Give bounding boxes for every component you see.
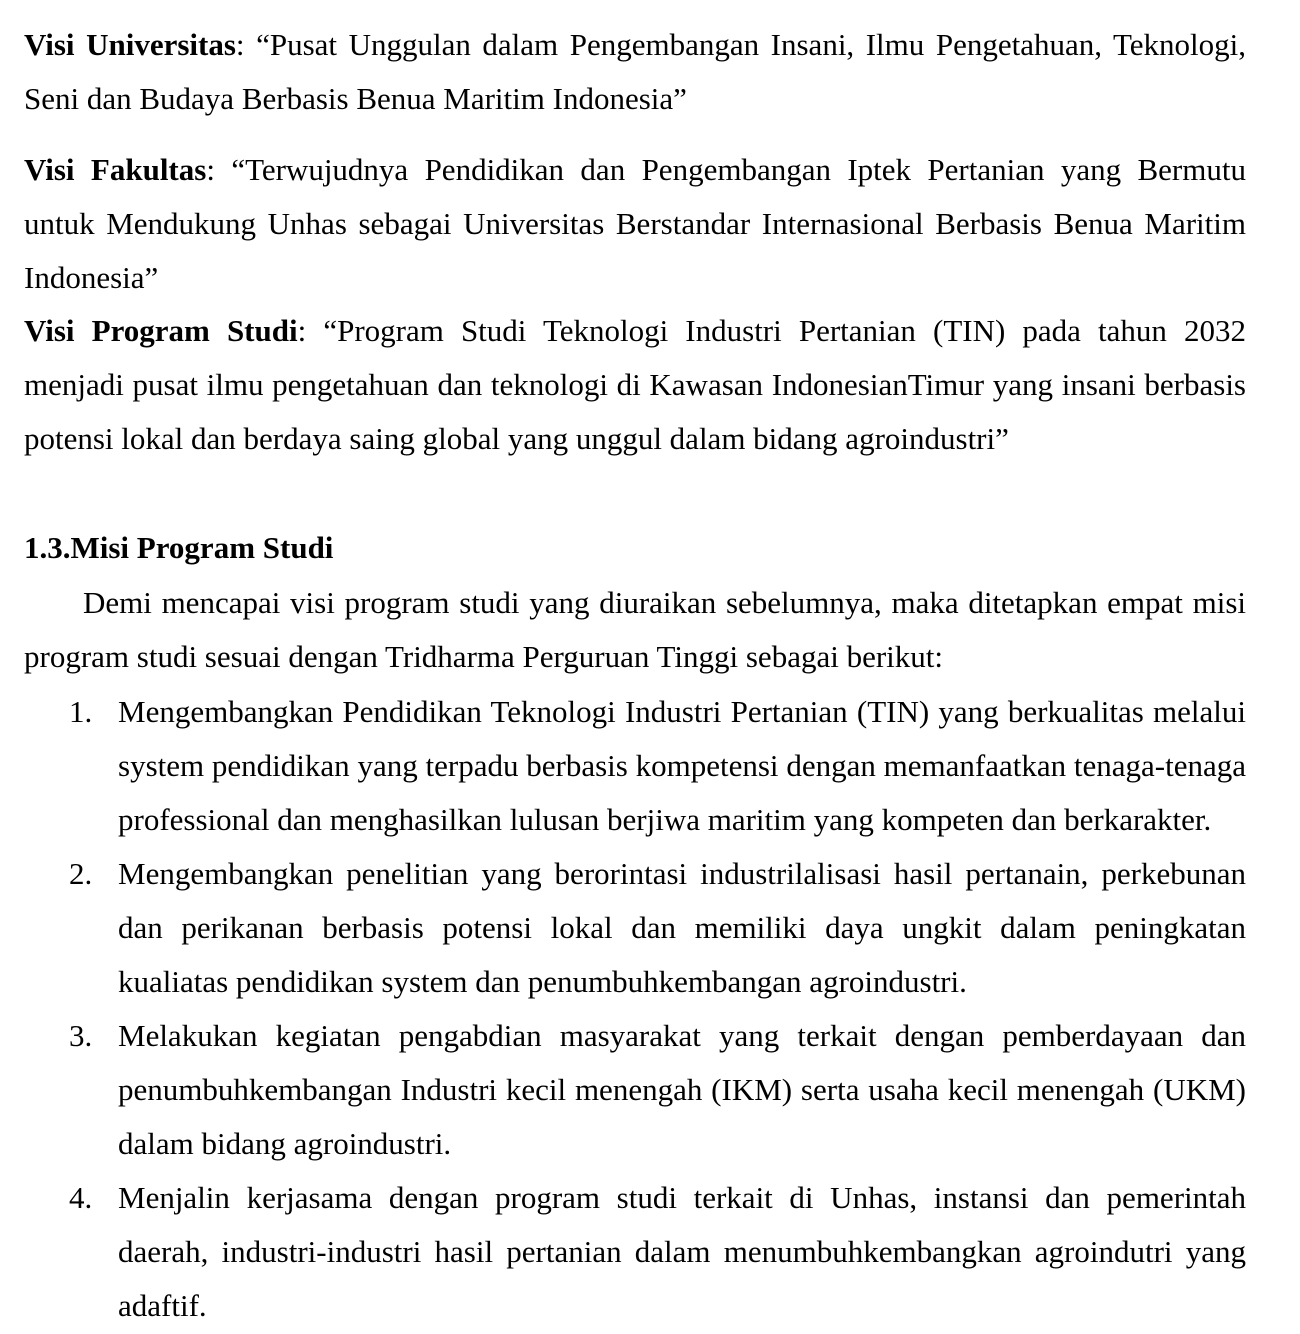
- visi-universitas-text: : “Pusat Unggulan dalam Pengembangan Insani, Ilmu Pengetahuan, Teknologi, Seni dan Budaya Berbasis Benua Maritim Indonesia”: [24, 27, 1246, 116]
- visi-universitas-paragraph: [24, 18, 1246, 126]
- misi-item-text: Menjalin kerjasama dengan program studi terkait di Unhas, instansi dan pemerintah daerah, industri-industri hasil pertanian dalam menumbuhkembangkan agroindutri yang adaftif.: [118, 1180, 1246, 1323]
- misi-list-item: [0, 847, 1300, 1009]
- misi-list-item: [0, 685, 1300, 847]
- misi-list: [0, 685, 1300, 1333]
- misi-item-text: Melakukan kegiatan pengabdian masyarakat yang terkait dengan pemberdayaan dan penumbuhkembangan Industri kecil menengah (IKM) serta usaha kecil menengah (UKM) dalam bidang agroindustri.: [118, 1018, 1246, 1161]
- misi-item-number: 2.: [69, 856, 93, 891]
- misi-item-number: 4.: [69, 1180, 93, 1215]
- visi-universitas-label: Visi Universitas: [24, 27, 236, 62]
- visi-prodi-paragraph: [24, 304, 1246, 466]
- misi-list-item: [0, 1009, 1300, 1171]
- misi-list-item: [0, 1171, 1300, 1333]
- misi-item-number: 3.: [69, 1018, 93, 1053]
- visi-prodi-text: : “Program Studi Teknologi Industri Pertanian (TIN) pada tahun 2032 menjadi pusat ilmu pengetahuan dan teknologi di Kawasan IndonesianTimur yang insani berbasis potensi lokal dan berdaya saing global yang unggul dalam bidang agroindustri”: [24, 313, 1246, 456]
- visi-prodi-label: Visi Program Studi: [24, 313, 298, 348]
- misi-item-text: Mengembangkan Pendidikan Teknologi Industri Pertanian (TIN) yang berkualitas melalui system pendidikan yang terpadu berbasis kompetensi dengan memanfaatkan tenaga-tenaga professional dan menghasilkan lulusan berjiwa maritim yang kompeten dan berkarakter.: [118, 694, 1246, 837]
- visi-fakultas-text: : “Terwujudnya Pendidikan dan Pengembangan Iptek Pertanian yang Bermutu untuk Mendukung Unhas sebagai Universitas Berstandar Internasional Berbasis Benua Maritim Indonesia”: [24, 152, 1246, 295]
- misi-intro-paragraph: Demi mencapai visi program studi yang diuraikan sebelumnya, maka ditetapkan empat misi program studi sesuai dengan Tridharma Perguruan Tinggi sebagai berikut:: [24, 585, 1246, 674]
- visi-fakultas-paragraph: [24, 143, 1246, 305]
- misi-item-number: 1.: [69, 694, 93, 729]
- misi-section-heading: 1.3.Misi Program Studi: [24, 530, 334, 565]
- visi-fakultas-label: Visi Fakultas: [24, 152, 207, 187]
- misi-item-text: Mengembangkan penelitian yang berorintasi industrilalisasi hasil pertanain, perkebunan dan perikanan berbasis potensi lokal dan memiliki daya ungkit dalam peningkatan kualiatas pendidikan system dan penumbuhkembangan agroindustri.: [118, 856, 1246, 999]
